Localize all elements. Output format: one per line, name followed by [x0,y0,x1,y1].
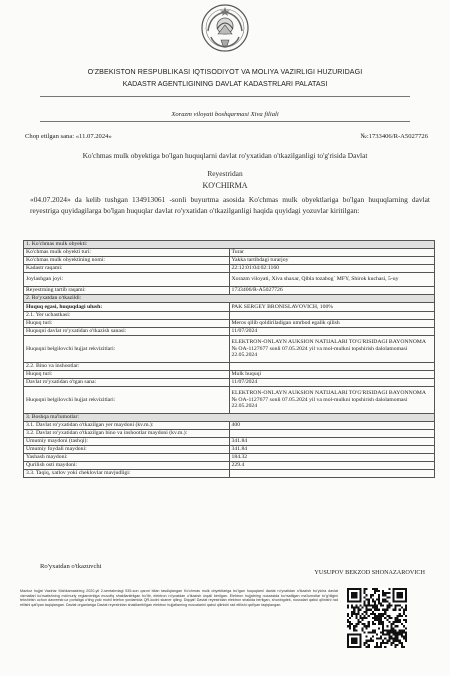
field-label: Ko'chmas mulk obyektining nomi: [24,257,230,265]
field-value: Yakka tartibdagi turarjoy [229,257,435,265]
field-label: Joylashgan joyi: [24,273,230,287]
table-row [24,287,435,295]
field-label: 3.2. Davlat ro'yxatidan o'tkazilgan bino va inshootlar maydoni (kv.m.): [24,430,230,438]
organization-name-line2: KADASTR AGENTLIGINING DAVLAT KADASTRLARI PALATASI [122,80,328,88]
document-title: Ko'chmas mulk obyektiga bo'lgan huquqlarni davlat ro'yxatidan o'tkazilganligi to'g'risida Davlat [82,151,368,160]
table-row [24,387,435,414]
field-label: 3.1. Davlat ro'yxatidan o'tkazilgan yer maydoni (kv.m.): [24,422,230,430]
field-label: Qurilish osti maydoni: [24,462,230,470]
field-label: Huquqni davlat ro'yxatidan o'tkazish sanasi: [24,328,230,336]
registrar-label: Ro'yxatdan o'tkazuvchi [40,563,102,570]
table-row [24,265,435,273]
field-value [229,430,435,438]
field-label: Huquqni belgilovchi hujjat rekvizitlari: [24,387,230,414]
field-label: Umumiy maydoni (tashqi): [24,438,230,446]
header-divider [40,96,410,97]
table-row [24,371,435,379]
field-label: 2.1. Yer uchastkasi: [24,312,230,320]
field-value: Meros qilib qoldiriladigan umrbod egalik qilish [229,320,435,328]
field-value [229,312,435,320]
registry-table [23,240,435,478]
branch-divider [40,121,410,122]
field-value: 229.4 [229,462,435,470]
field-label: Huquq egasi, huquqdagi ulush: [24,303,230,312]
table-row [24,446,435,454]
document-title-continued: Reyestridan [207,169,243,178]
field-label: Ko'chmas mulk obyekti turi: [24,249,230,257]
table-section-row [24,241,435,249]
document-subtitle: KO'CHIRMA [202,181,248,190]
intro-paragraph: «04.07.2024» da kelib tushgan 134913061 -sonli buyurtma asosida Ko'chmas mulk obyektlariga bo'lgan huquqlarning davlat reyestriga quyidagilarga bo'lgan huquqlar davlat ro'yxatidan o'tkazilganligi haqida quyidagi yozuvlar kiritilgan: [30,195,430,215]
branch-name: Xorazm viloyati boshqarmasi Xiva filiali [171,111,279,118]
section-heading: 1. Ko'chmas mulk obyekti: [24,241,435,249]
field-label: Davlat ro'yxatidan o'tgan sana: [24,379,230,387]
field-value: 341.84 [229,438,435,446]
field-label: 3.3. Taqiq, xatlov yoki cheklovlar mavjudligi: [24,470,230,478]
field-value: 22:12:01:04:02:1160 [229,265,435,273]
field-label: Yashash maydoni: [24,454,230,462]
table-row [24,422,435,430]
field-value: Xorazm viloyati, Xiva shaxar, Qibla tozabog` MFY, Shirok kuchasi, 5-uy [229,273,435,287]
field-label: Huquqni belgilovchi hujjat rekvizitlari: [24,336,230,363]
table-row [24,257,435,265]
field-label: Reyestrning tartib raqami: [24,287,230,295]
field-value: ELEKTRON-ONLAYN AUKSION NATIJALARI TO'G'RISIDAGI BAYONNOMA № OA-1127677 sonli 07.05.2024 yil va mol-mulkni topshirish dalolatnomasi 22.05.2024 [229,387,435,414]
field-label: Huquq turi: [24,320,230,328]
table-row [24,430,435,438]
legal-notice: Mazkur hujjat Vazirlar Mahkamasining 2020-yil 2-sentabrdagi 535-son qarori bilan tasdiqlangan Ko'chmas mulk obyektlariga bo'lgan huquqlarni davlat ro'yxatidan o'tkazish bo'yicha davlat xizmatlari ko'rsatishning ma'muriy reglamentiga muvofiq shakllantirilgan bo'lib, elektron ro'yxatdan o'tkazish orqali berilgan. Elektron hujjatning nusxasida ko'rsatilgan ma'lumotlar to'g'riligini tekshirish uchun davreestr.uz portaliga o'ting yoki mobil telefon yordamida QR-kodni skaner qiling. Diqqat! Davlat reyestridan elektron shaklda berilgan, shuningdek, nusxalari qabul qilinishi rad etilishi qat'iyan taqiqlangan. Davlat organlariga Davlat reyestridan shakllantirilgan elektron hujjatlarning nusxalarini qabul qilinishi rad etilishi qat'iyan taqiqlangan. [20,589,338,607]
document-number: №:1733406/R-A5027726 [360,133,428,140]
table-row [24,273,435,287]
section-heading: 2. Ro'yxatdan o'tkazildi: [24,295,435,303]
table-row [24,454,435,462]
field-label: Umumiy foydali maydoni: [24,446,230,454]
table-section-row [24,295,435,303]
field-value: ELEKTRON-ONLAYN AUKSION NATIJALARI TO'G'RISIDAGI BAYONNOMA № OA-1127677 sonli 07.05.2024 yil va mol-mulkni topshirish dalolatnomasi 22.05.2024 [229,336,435,363]
table-row [24,336,435,363]
table-row [24,328,435,336]
field-value: 341.84 [229,446,435,454]
field-value: PAK SERGEY BRONISLAVOVICH, 100% [229,303,435,312]
organization-name-line1: O'ZBEKISTON RESPUBLIKASI IQTISODIYOT VA MOLIYA VAZIRLIGI HUZURIDAGI [87,68,363,76]
table-row [24,462,435,470]
field-value: 1733406/R-A5027726 [229,287,435,295]
print-date: Chop etilgan sana: «11.07.2024» [25,133,112,140]
field-value: 400 [229,422,435,430]
field-value: 11/07/2024 [229,379,435,387]
table-row [24,363,435,371]
state-emblem-icon [200,3,250,53]
field-value: Turar [229,249,435,257]
table-row [24,379,435,387]
field-value: 11/07/2024 [229,328,435,336]
table-row [24,249,435,257]
registrar-name: YUSUPOV BEKZOD SHONAZAROVICH [314,569,425,576]
table-row [24,438,435,446]
table-row [24,320,435,328]
table-row [24,470,435,478]
field-value: 184.32 [229,454,435,462]
table-section-row [24,414,435,422]
table-row [24,303,435,312]
table-row [24,312,435,320]
field-value [229,470,435,478]
section-heading: 3. Boshqa ma'lumotlar: [24,414,435,422]
field-value [229,363,435,371]
field-value: Mulk huquqi [229,371,435,379]
field-label: Huquq turi: [24,371,230,379]
qr-code-icon[interactable] [347,588,407,648]
field-label: Kadastr raqami: [24,265,230,273]
field-label: 2.2. Bino va inshootlar: [24,363,230,371]
